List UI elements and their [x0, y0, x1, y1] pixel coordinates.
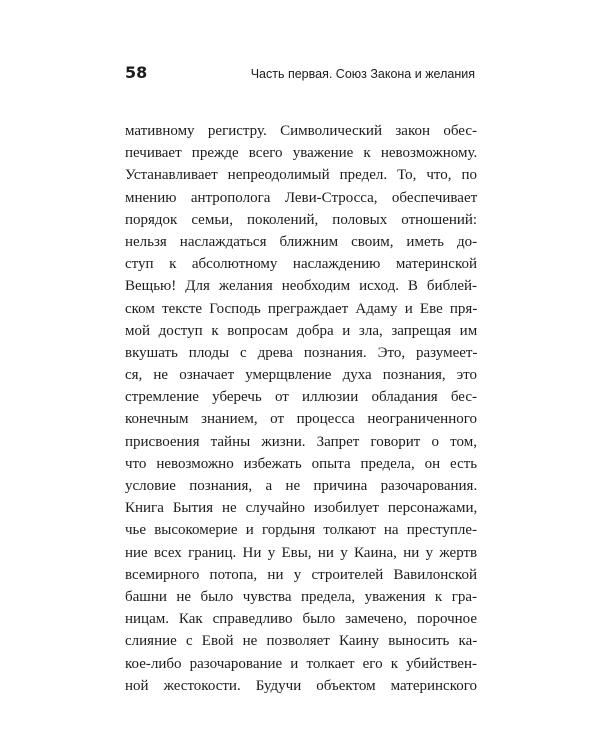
text-line: конечным знанием, от процесса неограниченного: [125, 411, 477, 428]
text-line: стремление уберечь от иллюзии обладания бес-: [125, 389, 477, 406]
text-line: ницам. Как справедливо было замечено, порочное: [125, 611, 477, 628]
text-line: присвоения тайны жизни. Запрет говорит о том,: [125, 433, 477, 450]
text-line: ском тексте Господь преграждает Адаму и Еве пря-: [125, 300, 478, 317]
text-line: кое-либо разочарование и толкает его к убийствен-: [125, 655, 477, 672]
text-line: всемирного потопа, ни у строителей Вавилонской: [125, 566, 477, 583]
text-line: печивает прежде всего уважение к невозможному.: [125, 145, 478, 162]
text-line: мой доступ к вопросам добра и зла, запрещая им: [125, 322, 478, 339]
text-line: порядок семьи, поколений, половых отношений:: [125, 211, 478, 228]
running-head: Часть первая. Союз Закона и желания: [250, 67, 475, 81]
body-text: [125, 120, 477, 697]
text-line: чье высокомерие и гордыня толкают на преступле-: [125, 522, 477, 539]
text-line: ступ к абсолютному наслаждению материнской: [125, 256, 477, 273]
text-line: башни не было чувства предела, уважения к гра-: [125, 588, 477, 605]
text-line: мнению антрополога Леви-Стросса, обеспечивает: [125, 189, 478, 206]
page-number: 58: [125, 63, 148, 82]
text-line: Устанавливает непреодолимый предел. То, что, по: [125, 167, 477, 184]
text-line: слияние с Евой не позволяет Каину выносить ка-: [125, 633, 478, 650]
page-header: [125, 62, 475, 86]
text-line: условие познания, а не причина разочарования.: [125, 478, 478, 494]
text-line: ся, не означает умерщвление духа познания, это: [125, 367, 477, 384]
text-line: ной жестокости. Будучи объектом материнского: [125, 677, 477, 694]
text-line: Книга Бытия не случайно изобилует персонажами,: [125, 500, 478, 517]
text-line: мативному регистру. Символический закон обес-: [125, 123, 477, 139]
text-line: ние всех границ. Ни у Евы, ни у Каина, ни у жертв: [125, 544, 478, 561]
text-line: что невозможно избежать опыта предела, он есть: [125, 455, 478, 472]
text-line: Вещью! Для желания необходим исход. В библей-: [125, 278, 477, 295]
text-line: нельзя наслаждаться ближним своим, иметь до-: [125, 233, 478, 250]
text-line: вкушать плоды с древа познания. Это, разумеет-: [125, 344, 478, 361]
